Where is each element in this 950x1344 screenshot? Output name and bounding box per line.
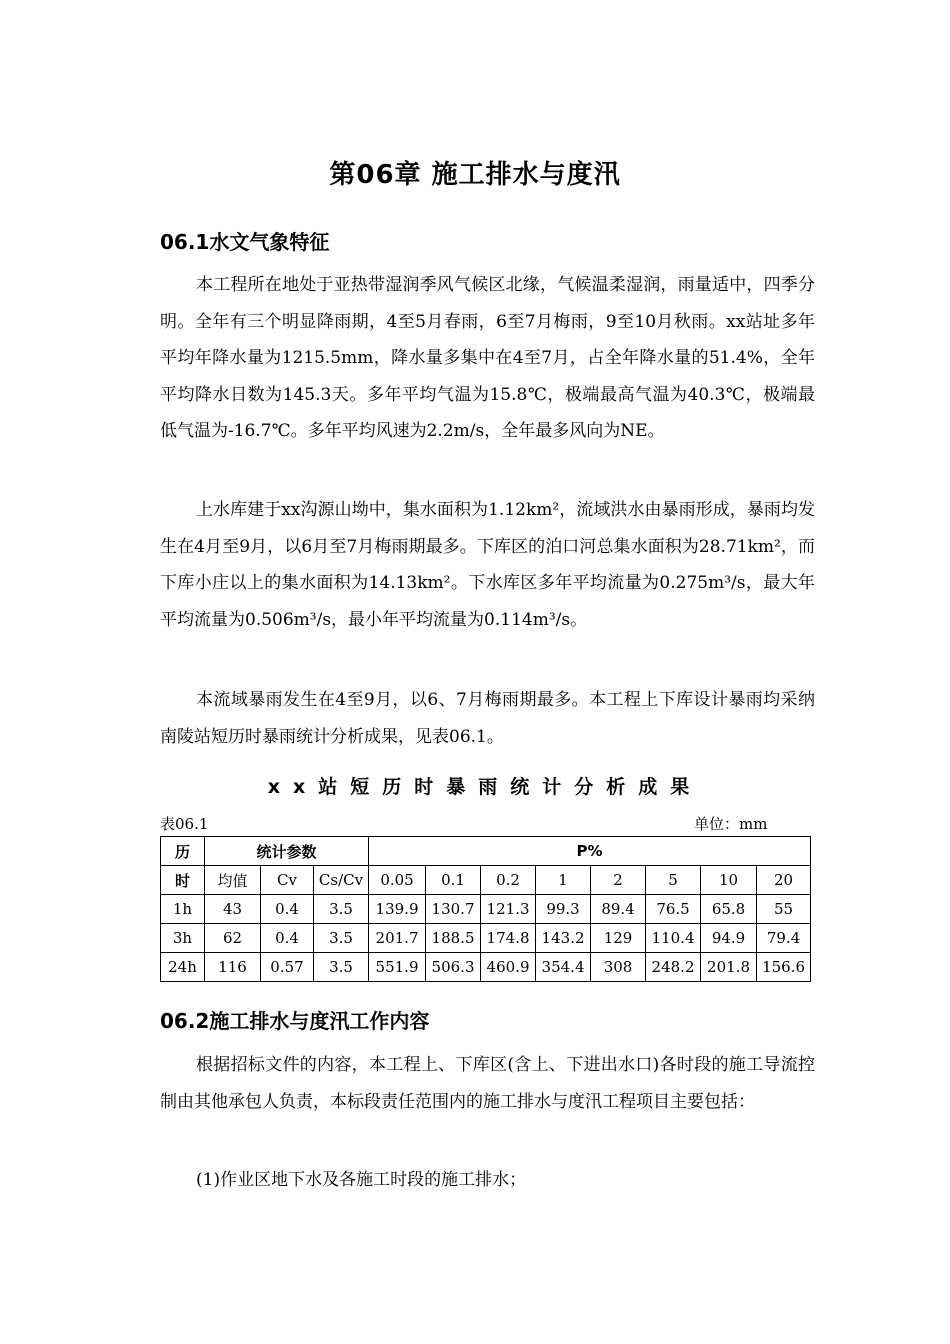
table-title: xx站短历时暴雨统计分析成果 — [267, 776, 703, 798]
table-number: 表06.1 — [160, 815, 209, 833]
rainstorm-statistics-table — [160, 836, 811, 982]
subheader-cell: 20 — [757, 866, 811, 895]
value-cell: 3.5 — [314, 953, 369, 982]
duration-cell: 3h — [161, 924, 205, 953]
header-stats-group: 统计参数 — [205, 837, 369, 866]
header-duration-top: 历 — [161, 837, 205, 866]
header-p-group: P% — [369, 837, 811, 866]
paragraph-rainstorm: 本流域暴雨发生在4至9月，以6、7月梅雨期最多。本工程上下库设计暴雨均采纳南陵站短历时暴雨统计分析成果，见表06.1。 — [160, 690, 815, 747]
value-cell: 308 — [591, 953, 646, 982]
subheader-cell: 均值 — [205, 866, 261, 895]
value-cell: 3.5 — [314, 895, 369, 924]
value-cell: 201.7 — [369, 924, 426, 953]
subheader-cell: 0.05 — [369, 866, 426, 895]
value-cell: 99.3 — [536, 895, 591, 924]
paragraph-climate: 本工程所在地处于亚热带湿润季风气候区北缘，气候温柔湿润，雨量适中，四季分明。全年有三个明显降雨期，4至5月春雨，6至7月梅雨，9至10月秋雨。xx站址多年平均年降水量为1215.5mm，降水量多集中在4至7月，占全年降水量的51.4%，全年平均降水日数为145.3天。多年平均气温为15.8℃，极端最高气温为40.3℃，极端最低气温为-16.7℃。多年平均风速为2.2m/s，全年最多风向为NE。 — [160, 275, 815, 441]
subheader-cell: 10 — [701, 866, 757, 895]
table-row — [161, 953, 811, 982]
value-cell: 89.4 — [591, 895, 646, 924]
list-item-1: (1)作业区地下水及各施工时段的施工排水； — [196, 1170, 527, 1190]
table-row — [161, 895, 811, 924]
chapter-title: 第06章 施工排水与度汛 — [329, 160, 621, 190]
section-heading-drainage: 06.2施工排水与度汛工作内容 — [160, 1009, 430, 1033]
value-cell: 0.4 — [261, 895, 314, 924]
table-subheader-row — [161, 866, 811, 895]
value-cell: 156.6 — [757, 953, 811, 982]
value-cell: 129 — [591, 924, 646, 953]
value-cell: 79.4 — [757, 924, 811, 953]
subheader-cell: 1 — [536, 866, 591, 895]
value-cell: 116 — [205, 953, 261, 982]
subheader-cell: Cs/Cv — [314, 866, 369, 895]
duration-cell: 1h — [161, 895, 205, 924]
value-cell: 76.5 — [646, 895, 701, 924]
value-cell: 3.5 — [314, 924, 369, 953]
subheader-cell: 0.2 — [481, 866, 536, 895]
value-cell: 188.5 — [426, 924, 481, 953]
value-cell: 55 — [757, 895, 811, 924]
subheader-cell: 0.1 — [426, 866, 481, 895]
paragraph-scope: 根据招标文件的内容，本工程上、下库区(含上、下进出水口)各时段的施工导流控制由其他承包人负责，本标段责任范围内的施工排水与度汛工程项目主要包括： — [160, 1055, 815, 1112]
value-cell: 43 — [205, 895, 261, 924]
value-cell: 121.3 — [481, 895, 536, 924]
value-cell: 143.2 — [536, 924, 591, 953]
value-cell: 62 — [205, 924, 261, 953]
table-header-row — [161, 837, 811, 866]
value-cell: 94.9 — [701, 924, 757, 953]
value-cell: 506.3 — [426, 953, 481, 982]
value-cell: 551.9 — [369, 953, 426, 982]
value-cell: 201.8 — [701, 953, 757, 982]
value-cell: 65.8 — [701, 895, 757, 924]
value-cell: 0.4 — [261, 924, 314, 953]
value-cell: 460.9 — [481, 953, 536, 982]
subheader-cell: 2 — [591, 866, 646, 895]
value-cell: 174.8 — [481, 924, 536, 953]
value-cell: 354.4 — [536, 953, 591, 982]
section-heading-hydrology: 06.1水文气象特征 — [160, 230, 330, 254]
subheader-cell: 5 — [646, 866, 701, 895]
table-unit: 单位：mm — [694, 815, 768, 833]
value-cell: 0.57 — [261, 953, 314, 982]
paragraph-catchment: 上水库建于xx沟源山坳中，集水面积为1.12km²，流域洪水由暴雨形成，暴雨均发生在4月至9月，以6月至7月梅雨期最多。下库区的泊口河总集水面积为28.71km²，而下库小庄以上的集水面积为14.13km²。下水库区多年平均流量为0.275m³/s，最大年平均流量为0.506m³/s，最小年平均流量为0.114m³/s。 — [160, 500, 815, 630]
header-duration-bottom: 时 — [161, 866, 205, 895]
table-row — [161, 924, 811, 953]
value-cell: 130.7 — [426, 895, 481, 924]
duration-cell: 24h — [161, 953, 205, 982]
value-cell: 139.9 — [369, 895, 426, 924]
subheader-cell: Cv — [261, 866, 314, 895]
value-cell: 248.2 — [646, 953, 701, 982]
value-cell: 110.4 — [646, 924, 701, 953]
